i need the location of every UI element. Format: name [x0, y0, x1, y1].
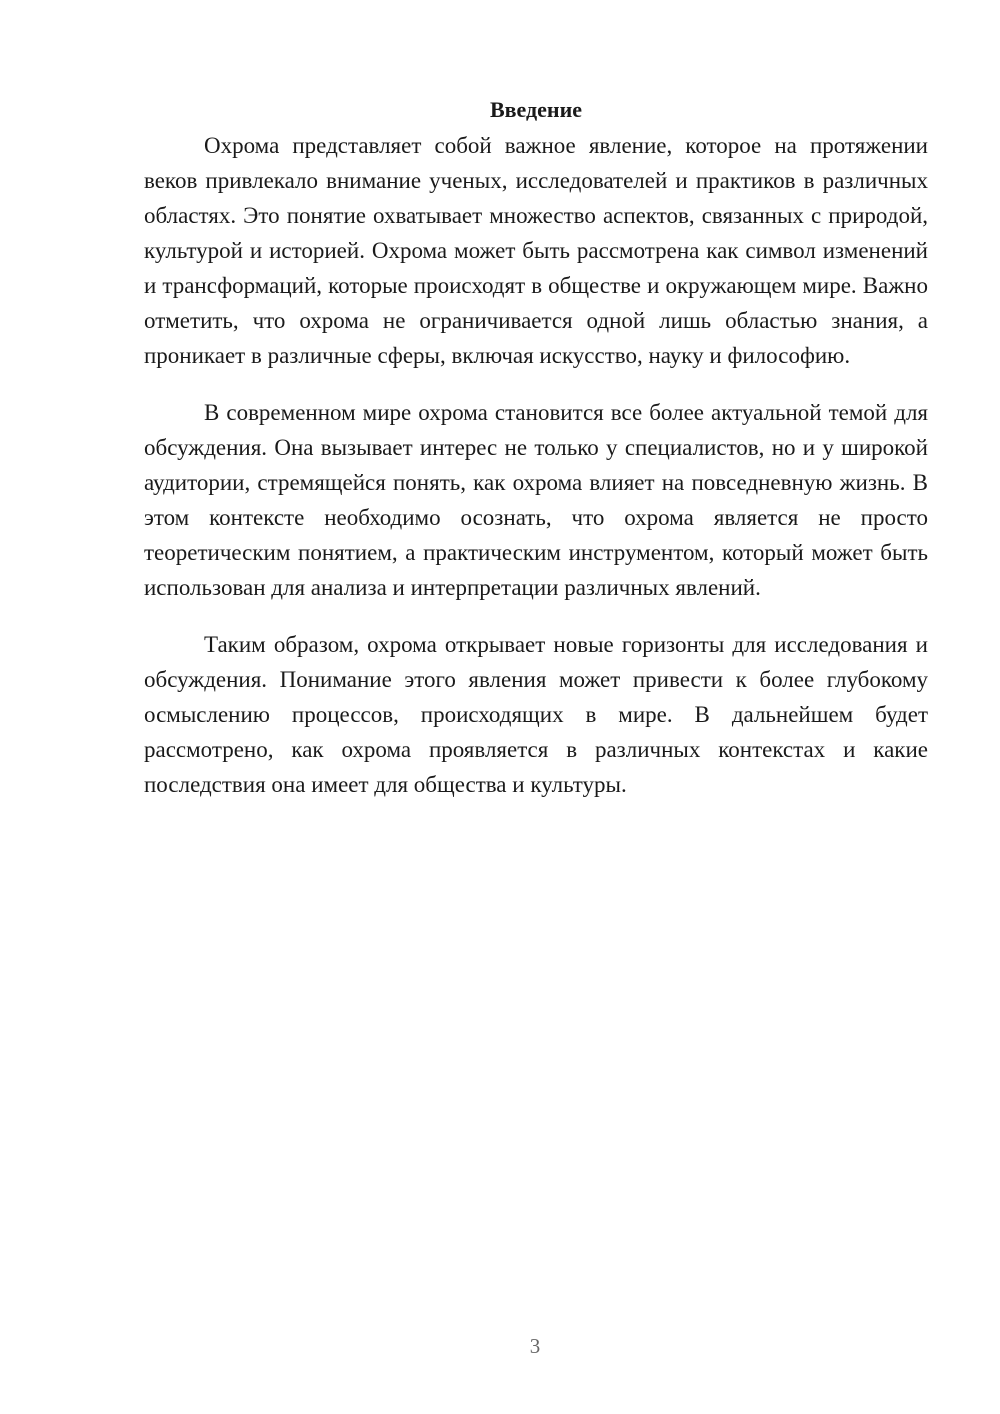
page-number: 3: [529, 1334, 541, 1358]
page-content: [144, 94, 928, 824]
section-heading: Введение: [489, 97, 583, 122]
paragraph-2: В современном мире охрома становится все более актуальной темой для обсуждения. Она вызывает интерес не только у специалистов, но и у широкой аудитории, стремящейся понять, как охрома влияет на повседневную жизнь. В этом контексте необходимо осознать, что охрома является не просто теоретическим понятием, а практическим инструментом, который может быть использован для анализа и интерпретации различных явлений.: [144, 400, 928, 600]
paragraph-3: Таким образом, охрома открывает новые горизонты для исследования и обсуждения. Понимание этого явления может привести к более глубокому осмыслению процессов, происходящих в мире. В дальнейшем будет рассмотрено, как охрома проявляется в различных контекстах и какие последствия она имеет для общества и культуры.: [144, 632, 928, 797]
paragraph-1: Охрома представляет собой важное явление, которое на протяжении веков привлекало внимание ученых, исследователей и практиков в различных областях. Это понятие охватывает множество аспектов, связанных с природой, культурой и историей. Охрома может быть рассмотрена как символ изменений и трансформаций, которые происходят в обществе и окружающем мире. Важно отметить, что охрома не ограничивается одной лишь областью знания, а проникает в различные сферы, включая искусство, науку и философию.: [144, 133, 928, 368]
